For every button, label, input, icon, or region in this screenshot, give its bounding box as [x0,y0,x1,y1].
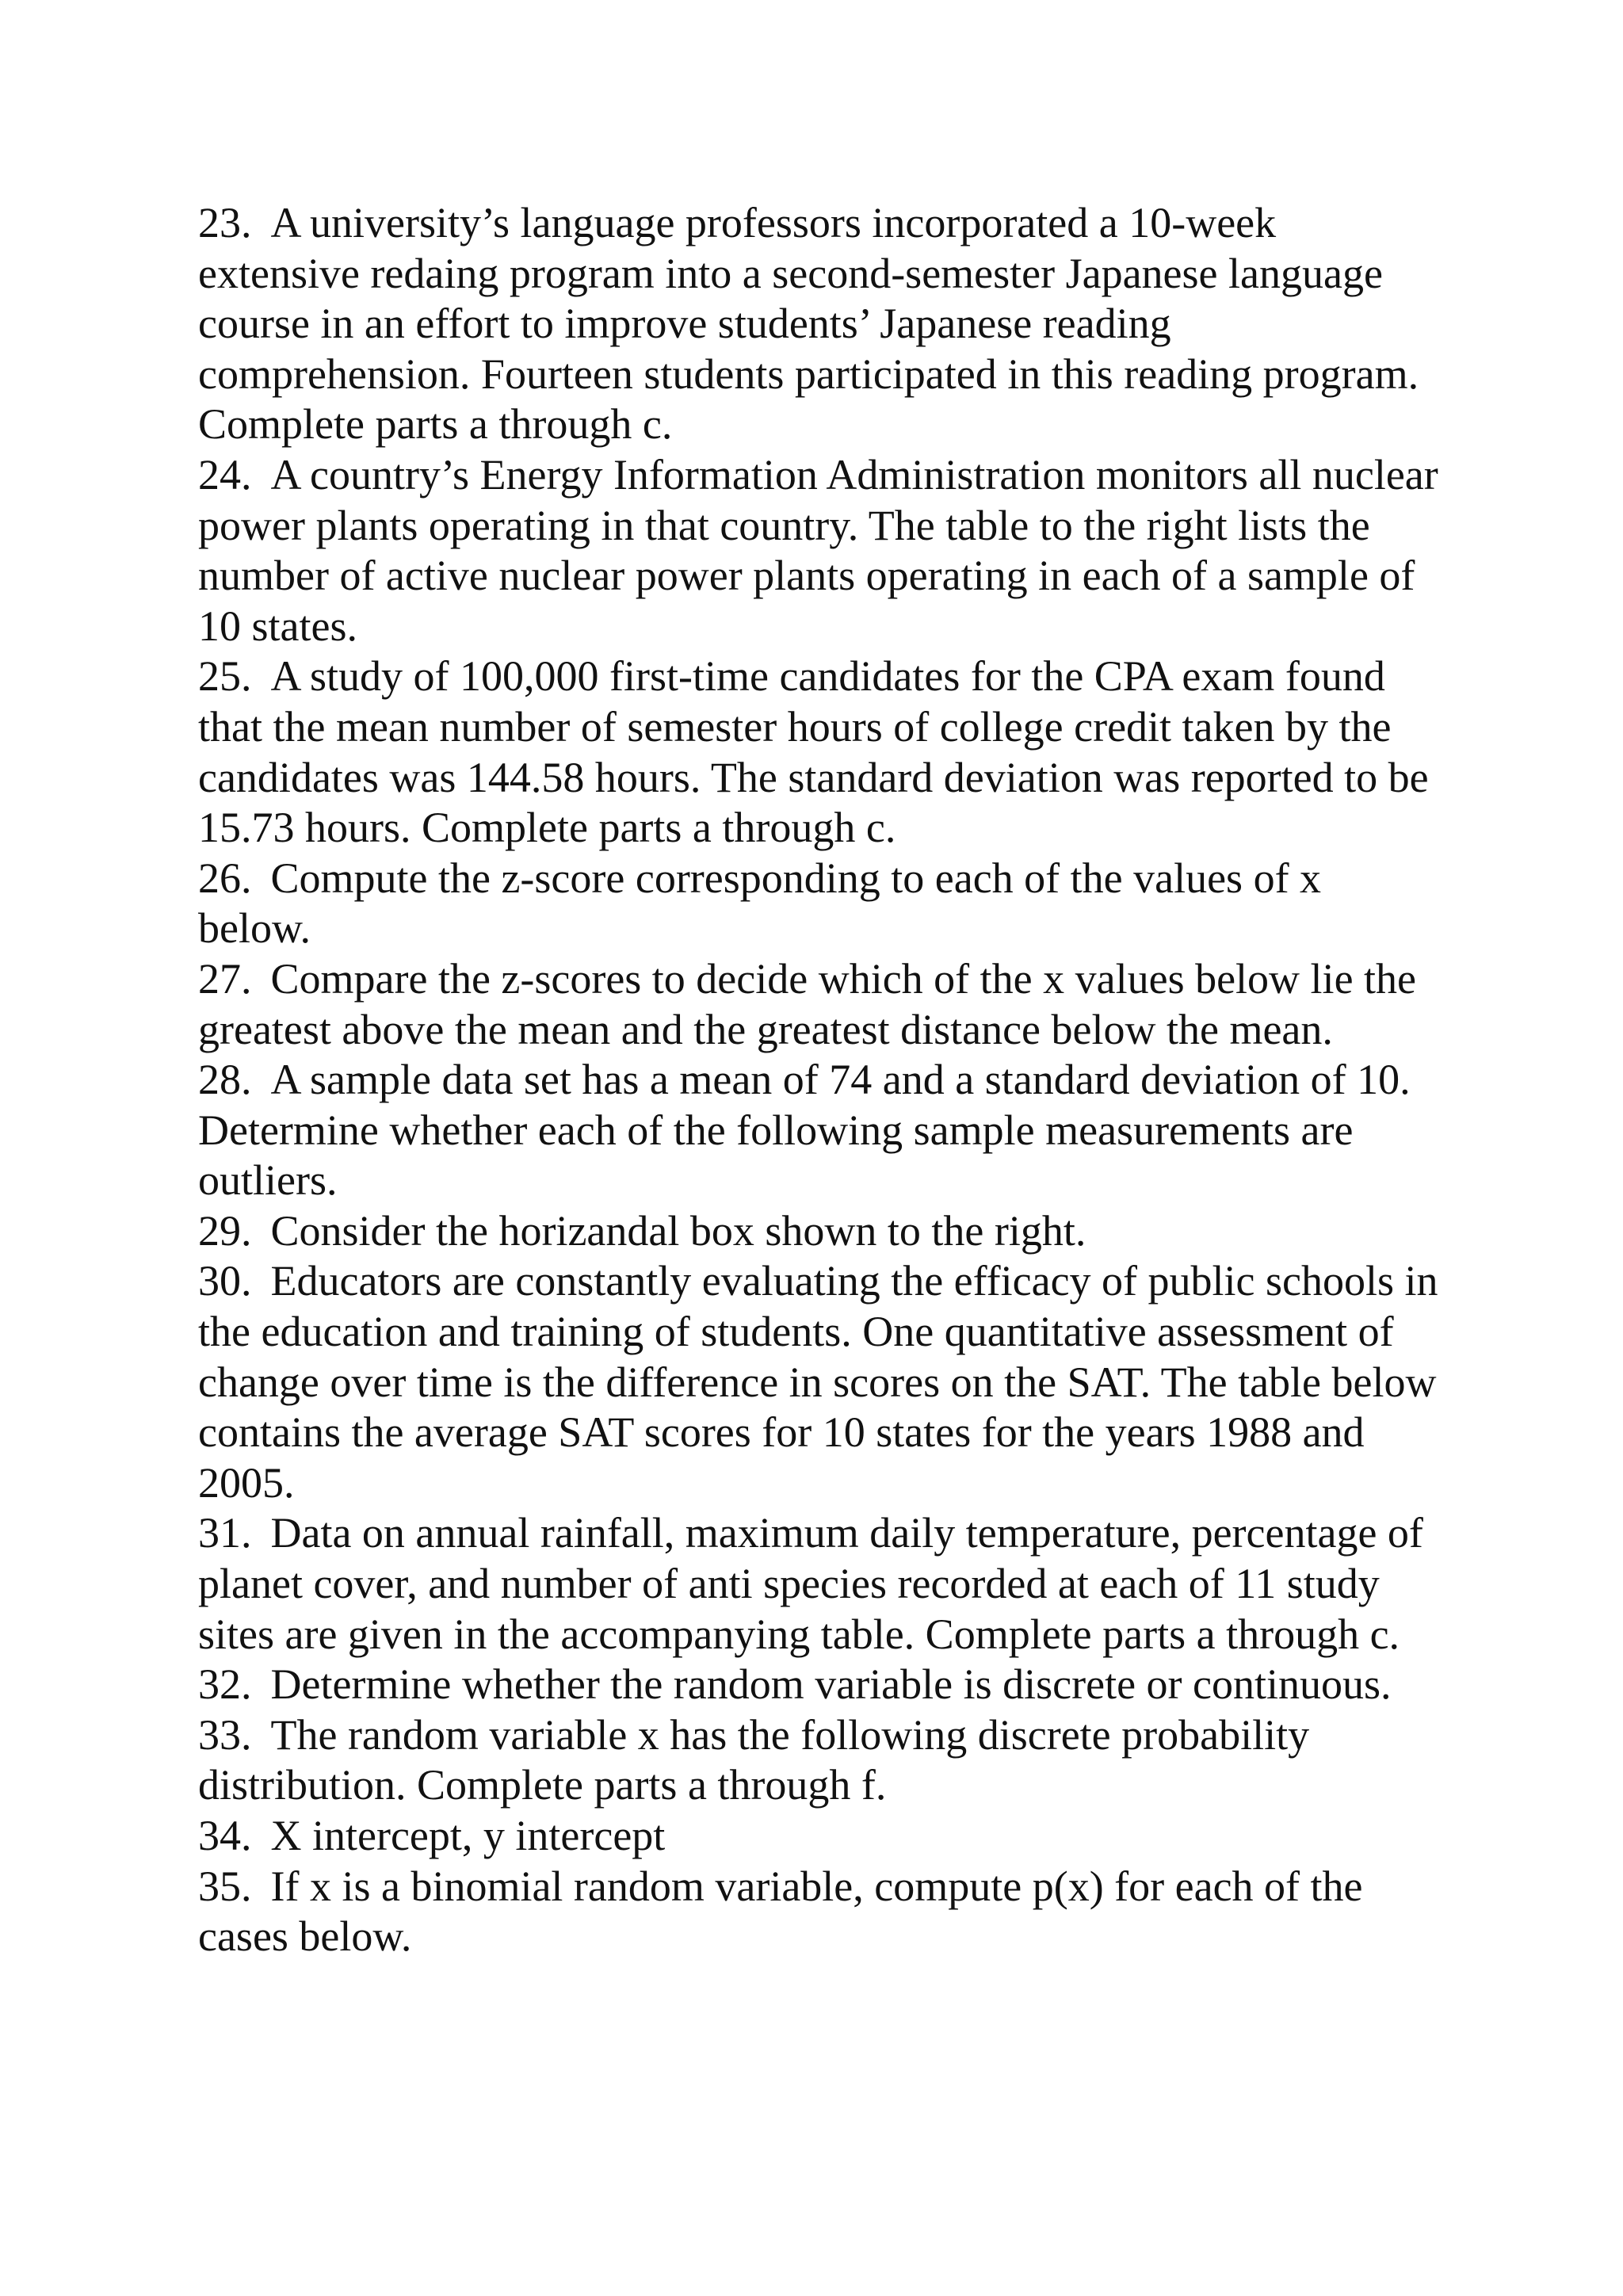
question-number: 32. [198,1660,252,1709]
question-number: 35. [198,1862,252,1910]
question-item [198,1710,1442,1811]
question-number: 26. [198,854,252,902]
question-number: 31. [198,1509,252,1557]
question-text: Determine whether the random variable is discrete or continuous. [270,1660,1392,1709]
question-item [198,954,1442,1055]
question-item [198,1862,1442,1962]
question-item [198,1055,1442,1206]
question-item [198,651,1442,853]
question-number: 28. [198,1056,252,1104]
question-number: 27. [198,954,252,1003]
question-text: A university’s language professors incorporated a 10-week extensive redaing program into a second-semester Japanese language course in an effort to improve students’ Japanese reading comprehension. Fourteen students participated in this reading program. Complete parts a through c. [198,199,1419,449]
question-number: 25. [198,652,252,701]
question-number: 29. [198,1206,252,1255]
question-item [198,1811,1442,1862]
question-number: 33. [198,1710,252,1759]
question-text: Compare the z-scores to decide which of the x values below lie the greatest above the mean and the greatest distance below the mean. [198,954,1417,1053]
question-number: 23. [198,199,252,246]
question-number: 30. [198,1257,252,1305]
question-text: The random variable x has the following discrete probability distribution. Complete parts a through f. [198,1710,1310,1809]
question-text: Compute the z-score corresponding to each of the values of x below. [198,854,1322,953]
question-number: 34. [198,1812,252,1859]
question-item [198,1206,1442,1257]
question-item [198,198,1442,450]
question-item [198,1256,1442,1508]
question-text: Consider the horizandal box shown to the right. [270,1206,1086,1255]
question-text: A country’s Energy Information Administration monitors all nuclear power plants operating in that country. The table to the right lists the number of active nuclear power plants operating in each of a sample of 10 states. [198,450,1438,650]
question-list [198,198,1442,1962]
question-text: A study of 100,000 first-time candidates for the CPA exam found that the mean number of semester hours of college credit taken by the candidates was 144.58 hours. The standard deviation was reported to be 15.73 hours. Complete parts a through c. [198,652,1429,852]
question-item [198,450,1442,651]
question-text: Data on annual rainfall, maximum daily temperature, percentage of planet cover, and number of anti species recorded at each of 11 study sites are given in the accompanying table. Complete parts a through c. [198,1509,1423,1658]
question-text: If x is a binomial random variable, compute p(x) for each of the cases below. [198,1862,1363,1961]
question-number: 24. [198,450,252,499]
question-text: X intercept, y intercept [270,1812,666,1859]
question-item [198,1508,1442,1660]
question-item [198,854,1442,954]
question-item [198,1660,1442,1710]
question-text: Educators are constantly evaluating the efficacy of public schools in the education and training of students. One quantitative assessment of change over time is the difference in scores on the SAT. The table below contains the average SAT scores for 10 states for the years 1988 and 2005. [198,1257,1438,1507]
question-text: A sample data set has a mean of 74 and a standard deviation of 10. Determine whether each of the following sample measurements are outliers. [198,1056,1411,1205]
